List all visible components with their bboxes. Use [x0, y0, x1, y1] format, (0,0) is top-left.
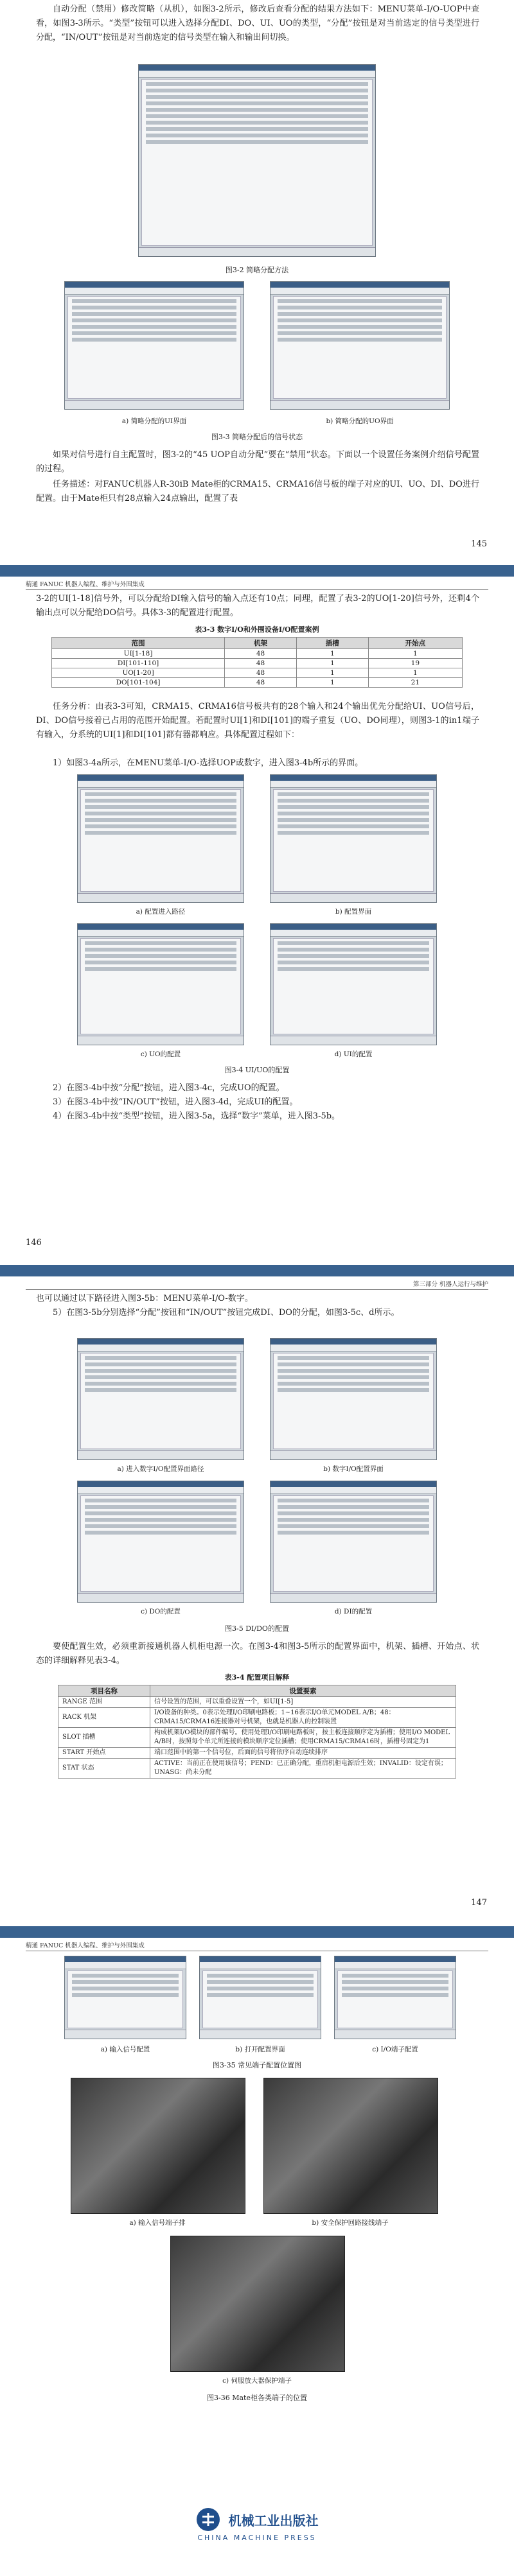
figure-a-label: a) 输入信号配置 [100, 2046, 150, 2053]
photo-a-label: a) 输入信号端子排 [129, 2219, 186, 2227]
table-cell: 1 [296, 659, 368, 668]
figure-3-2-caption: 图3-2 简略分配方法 [225, 266, 289, 274]
table-cell: 1 [296, 668, 368, 678]
step-2: 2）在图3-4b中按“分配”按钮，进入图3-4c，完成UO的配置。 [53, 1083, 285, 1093]
step-4: 4）在图3-4b中按“类型”按钮，进入图3-5a，选择“数字”菜单，进入图3-5b。 [53, 1111, 341, 1121]
figure-3-5d-label: d) DI的配置 [334, 1608, 373, 1615]
top-paragraph: 自动分配（禁用）修改简略（从机），如图3-2所示，修改后查看分配的结果方法如下：MENU菜单-I/O-UOP中查看，如图3-3所示。“类型”按钮可以进入选择分配DI、DO、UI、UO的类型，“分配”按钮是对当前选定的信号类型进行分配，“IN/OUT”按钮是对当前选定的信号类型在输入和输出间切换。 [36, 4, 479, 42]
table-3-3-title: 表3-3 数字I/O和外围设备I/O配置案例 [195, 625, 319, 634]
paragraph-1: 如果对信号进行自主配置时，图3-2的“45 UOP自动分配”要在“禁用”状态。下面以一个设置任务案例介绍信号配置的过程。 [36, 450, 479, 474]
table-cell: 48 [225, 659, 297, 668]
terminal-photo-c [170, 2236, 345, 2372]
page-separator [0, 565, 514, 577]
table-cell: 19 [368, 659, 462, 668]
page-separator [0, 1265, 514, 1276]
figure-3-4b-screenshot [270, 774, 437, 903]
page-number: 146 [26, 1238, 42, 1248]
running-header: 精通 FANUC 机器人编程、维护与外围集成 [26, 579, 488, 590]
figure-3-5b-label: b) 数字I/O配置界面 [323, 1465, 384, 1473]
table-3-4-title: 表3-4 配置项目解释 [224, 1673, 290, 1682]
figure-b-label: b) 打开配置界面 [235, 2046, 285, 2053]
figure-3-2-screenshot [138, 64, 376, 257]
figure-3-4a-screenshot [77, 774, 244, 903]
table-cell: 信号设置的范围，可以重叠设置一个，如UI[1-5] [150, 1697, 456, 1708]
table-header-cell: 项目名称 [58, 1685, 150, 1697]
figure-caption-top: 图3-35 常见端子配置位置图 [212, 2061, 302, 2069]
table-header-cell: 插槽 [296, 638, 368, 649]
table-row [58, 1759, 456, 1779]
table-cell: STAT 状态 [58, 1759, 150, 1779]
figure-3-5-caption: 图3-5 DI/DO的配置 [225, 1624, 289, 1633]
figure-3-36-caption: 图3-36 Mate柜各类端子的位置 [207, 2394, 307, 2402]
running-header: 第三部分 机器人运行与维护 [26, 1279, 488, 1290]
paragraph-1: 也可以通过以下路径进入图3-5b：MENU菜单-I/O-数字。 [36, 1294, 253, 1303]
figure-3-5c-label: c) DO的配置 [141, 1608, 181, 1615]
table-row [58, 1728, 456, 1748]
page-separator [0, 1926, 514, 1938]
figure-3-3-caption: 图3-3 简略分配后的信号状态 [211, 433, 303, 441]
page-number: 147 [471, 1898, 487, 1908]
table-cell: I/O设备的种类。0表示处理I/O印刷电路板；1~16表示I/O单元MODEL A/B；48：CRMA15/CRMA16连接器对号机架，也就是机器人的控制装置 [150, 1708, 456, 1728]
table-cell: 21 [368, 678, 462, 688]
figure-3-4-caption: 图3-4 UI/UO的配置 [224, 1066, 290, 1074]
page-146 [0, 577, 514, 1265]
figure-a-screenshot [64, 1956, 186, 2039]
table-cell: 1 [368, 668, 462, 678]
table-cell: 48 [225, 668, 297, 678]
table-cell: START 开始点 [58, 1748, 150, 1759]
figure-3-4d-label: d) UI的配置 [334, 1050, 373, 1058]
task-description: 任务描述：对FANUC机器人R-30iB Mate柜的CRMA15、CRMA16信号板的端子对应的UI、UO、DI、DO进行配置。由于Mate柜只有28点输入24点输出，配置了表 [36, 480, 479, 503]
figure-3-5a-label: a) 进入数字I/O配置界面路径 [117, 1465, 204, 1473]
figure-3-5b-screenshot [270, 1338, 437, 1460]
table-header-cell: 机架 [225, 638, 297, 649]
running-header: 精通 FANUC 机器人编程、维护与外围集成 [26, 1940, 488, 1951]
table-cell: 构成机架I/O模块的部件编号。使用处理I/O印刷电路板时，按主板连接顺序定为插槽；使用I/O MODEL A/B时，按照每个单元所连接的模块顺序定位插槽；使用CRMA15/CRMA16时，插槽号固定为1 [150, 1728, 456, 1748]
step-1: 1）如图3-4a所示，在MENU菜单-I/O-选择UOP或数字，进入图3-4b所示的界面。 [53, 758, 364, 768]
figure-3-5a-screenshot [77, 1338, 244, 1460]
figure-3-3a-label: a) 简略分配的UI界面 [121, 417, 187, 425]
table-row [52, 649, 463, 659]
step-5: 5）在图3-5b分别选择“分配”按钮和“IN/OUT”按钮完成DI、DO的分配，如图3-5c、d所示。 [53, 1308, 400, 1318]
publisher-name: 机械工业出版社 [228, 2512, 319, 2528]
figure-3-4b-label: b) 配置界面 [335, 908, 372, 916]
table-cell: UO[1-20] [52, 668, 225, 678]
publisher-logo [0, 2507, 514, 2542]
publisher-name-en: CHINA MACHINE PRESS [197, 2534, 317, 2542]
table-cell: 1 [368, 649, 462, 659]
page-147 [0, 1276, 514, 1926]
step-3: 3）在图3-4b中按“IN/OUT”按钮，进入图3-4d，完成UI的配置。 [53, 1097, 298, 1107]
table-row [58, 1708, 456, 1728]
terminal-photo-b [263, 2078, 438, 2214]
paragraph-1: 3-2的UI[1-18]信号外，可以分配给DI输入信号的输入点还有10点；同理，配置了表3-2的UO[1-20]信号外，还剩4个输出点可以分配给DO信号。具体3-3的配置进行配置。 [36, 594, 479, 618]
figure-3-3b-label: b) 简略分配的UO界面 [326, 417, 394, 425]
table-cell: UI[1-18] [52, 649, 225, 659]
terminal-photo-a [71, 2078, 245, 2214]
photo-c-label: c) 伺服放大器保护端子 [222, 2377, 292, 2385]
table-cell: DO[101-104] [52, 678, 225, 688]
table-row [52, 668, 463, 678]
page-145 [0, 0, 514, 565]
page-number: 145 [471, 539, 487, 549]
publisher-emblem-icon [195, 2507, 221, 2532]
table-cell: RACK 机架 [58, 1708, 150, 1728]
table-cell: 端口范围中的第一个信号位，后面的信号将依序自动连续排序 [150, 1748, 456, 1759]
table-cell: 48 [225, 649, 297, 659]
figure-3-4c-screenshot [77, 923, 244, 1045]
photo-b-label: b) 安全保护回路接线端子 [312, 2219, 389, 2227]
table-header-cell: 范围 [52, 638, 225, 649]
table-row [52, 659, 463, 668]
table-row [52, 678, 463, 688]
figure-3-3a-screenshot [64, 281, 244, 410]
table-cell: 1 [296, 649, 368, 659]
table-header-cell: 开始点 [368, 638, 462, 649]
table-cell: 48 [225, 678, 297, 688]
task-analysis: 任务分析：由表3-3可知，CRMA15、CRMA16信号板共有的28个输入和24个输出优先分配给UI、UO信号后，DI、DO信号接着已占用的范围开始配置。若配置时UI[1]和DI[101]的端子重复（UO、DO同理），则图3-1的in1端子有输入，分系统的UI[1]和DI[101]都有器都响应。具体配置过程如下： [36, 702, 479, 740]
figure-3-5c-screenshot [77, 1481, 244, 1603]
figure-3-5d-screenshot [270, 1481, 437, 1603]
table-cell: 1 [296, 678, 368, 688]
figure-c-screenshot [334, 1956, 456, 2039]
table-3-4 [58, 1685, 456, 1779]
table-cell: ACTIVE：当前正在使用该信号；PEND：已正确分配，重启机柜电源后生效；INVALID：设定有误；UNASG：尚未分配 [150, 1759, 456, 1779]
figure-b-screenshot [199, 1956, 321, 2039]
figure-3-4a-label: a) 配置进入路径 [136, 908, 186, 916]
figure-3-4d-screenshot [270, 923, 437, 1045]
table-cell: SLOT 插槽 [58, 1728, 150, 1748]
table-header-cell: 设置要素 [150, 1685, 456, 1697]
figure-c-label: c) I/O端子配置 [372, 2046, 418, 2053]
table-row [58, 1697, 456, 1708]
figure-3-3b-screenshot [270, 281, 450, 410]
table-cell: RANGE 范围 [58, 1697, 150, 1708]
paragraph-2: 要使配置生效，必须重新接通机器人机柜电源一次。在图3-4和图3-5所示的配置界面中，机架、插槽、开始点、状态的详细解释见表3-4。 [36, 1642, 479, 1666]
table-row [58, 1748, 456, 1759]
page-148 [0, 1938, 514, 2576]
table-3-3 [51, 637, 463, 688]
table-cell: DI[101-110] [52, 659, 225, 668]
figure-3-4c-label: c) UO的配置 [140, 1050, 181, 1058]
